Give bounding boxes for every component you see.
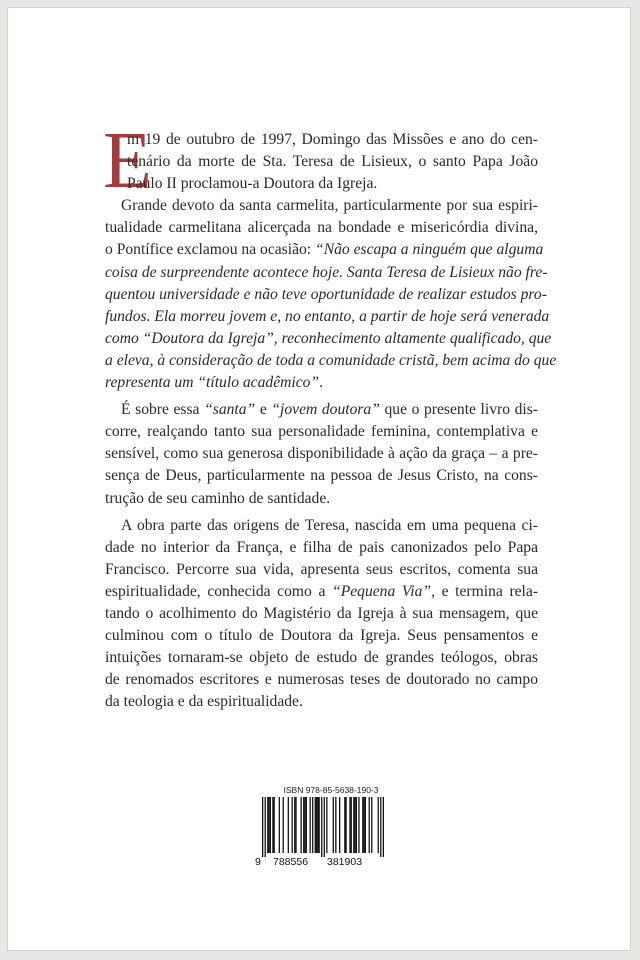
barcode-digits-right: 381903 — [327, 856, 363, 868]
text-line — [105, 372, 538, 394]
barcode-bar — [383, 797, 384, 857]
barcode-bar — [294, 797, 295, 853]
barcode-bar — [380, 797, 381, 857]
barcode-bar — [312, 797, 313, 853]
barcode-bar — [319, 797, 320, 853]
barcode-bar — [310, 797, 311, 853]
quote-span: “santa” — [204, 401, 256, 419]
text-line: de renomados escritores e numerosas teses de doutorado no campo — [105, 671, 538, 689]
barcode-bar — [335, 797, 336, 853]
barcode-bar — [321, 797, 322, 857]
text-span: que o presente livro dis- — [379, 401, 538, 419]
barcode-bar — [317, 797, 318, 853]
barcode-bar — [306, 797, 307, 853]
quote-span: “jovem doutora” — [271, 401, 380, 419]
text-line: trução de seu caminho de santidade. — [105, 489, 331, 507]
quote-span: “Não escapa a ninguém que alguma — [315, 241, 544, 259]
barcode-bar — [262, 797, 263, 857]
barcode-bar — [378, 797, 379, 853]
text-span: . — [319, 374, 324, 392]
barcode-bar — [339, 797, 340, 853]
text-span: , e termina rela- — [431, 582, 539, 600]
barcode-bar — [354, 797, 355, 853]
quote-line: a eleva, à consideração de toda a comunidade cristã, bem acima do que — [105, 351, 557, 369]
text-line: sensível, como sua generosa disponibilidade à ação da graça – a pre- — [105, 445, 538, 463]
paragraph-2 — [105, 195, 557, 394]
body-text — [103, 117, 557, 713]
isbn-label: ISBN 978-85-5638-190-3 — [283, 785, 379, 795]
text-line: culminou com o título de Doutora da Igreja. Seus pensamentos e — [105, 627, 538, 645]
paragraph-1 — [103, 117, 538, 205]
text-line — [105, 581, 538, 603]
text-span: É sobre essa — [121, 401, 205, 419]
barcode-digit-first: 9 — [255, 856, 261, 868]
barcode-bar — [333, 797, 334, 853]
barcode-bar — [324, 797, 325, 857]
paragraph-4 — [105, 515, 538, 714]
text-line: tualidade carmelitana alicerçada na bondade e misericórdia divina, — [105, 219, 538, 237]
quote-line: como “Doutora da Igreja”, reconhecimento altamente qualificado, que — [105, 329, 552, 347]
barcode-bar — [301, 797, 302, 853]
barcode-bar — [315, 797, 316, 853]
text-span: espiritualidade, conhecida como a — [105, 582, 333, 600]
quote-span: “Pequena Via” — [332, 582, 432, 600]
text-line: tando o acolhimento do Magistério da Igreja à sua mensagem, que — [105, 604, 538, 622]
paragraph-3 — [105, 399, 538, 509]
text-line — [105, 239, 544, 261]
barcode-bar — [371, 797, 372, 853]
barcode-bar — [353, 797, 354, 853]
text-line: da teologia e da espiritualidade. — [105, 693, 303, 711]
text-line: intuições tornaram-se objeto de estudo de grandes teólogos, obras — [105, 649, 538, 667]
quote-line: coisa de surpreendente acontece hoje. Santa Teresa de Lisieux não fre- — [105, 263, 548, 281]
barcode-bar — [267, 797, 268, 853]
barcode-bar — [303, 797, 304, 853]
barcode-bar — [363, 797, 364, 853]
barcode-digits-left: 788556 — [273, 856, 309, 868]
quote-span: representa um “título acadêmico” — [105, 374, 320, 392]
barcode-bar — [365, 797, 366, 853]
text-line: dade no interior da França, e filha de pais canonizados pelo Papa — [105, 538, 538, 556]
text-line: A obra parte das origens de Teresa, nascida em uma pequena ci- — [121, 516, 538, 534]
drop-cap: E — [103, 117, 152, 205]
text-line: Francisco. Percorre sua vida, apresenta seus escritos, comenta sua — [105, 560, 538, 578]
barcode-bar — [279, 797, 280, 853]
text-line — [105, 399, 538, 421]
barcode-bar — [292, 797, 293, 853]
barcode-bar — [270, 797, 271, 853]
barcode-bar — [358, 797, 359, 853]
text-line: sença de Deus, particularmente na pessoa de Jesus Cristo, na cons- — [105, 467, 538, 485]
quote-line: fundos. Ela morreu jovem e, no entanto, a partir de hoje será venerada — [105, 307, 550, 325]
text-line: Grande devoto da santa carmelita, particularmente por sua espiri- — [121, 197, 538, 215]
barcode-bar — [272, 797, 273, 853]
barcode-bar — [369, 797, 370, 853]
barcode-bar — [344, 797, 345, 853]
quote-line: quentou universidade e não teve oportunidade de realizar estudos pro- — [105, 285, 547, 303]
barcode-bar — [265, 797, 266, 857]
barcode — [262, 797, 384, 857]
barcode-bar — [349, 797, 350, 853]
text-span: o Pontífice exclamou na ocasião: — [105, 241, 316, 259]
barcode-bar — [288, 797, 289, 853]
barcode-bar — [295, 797, 296, 853]
barcode-bar — [345, 797, 346, 853]
barcode-bar — [304, 797, 305, 853]
text-line: m 19 de outubro de 1997, Domingo das Missões e ano do cen- — [127, 131, 538, 148]
barcode-bar — [351, 797, 352, 853]
barcode-bar — [268, 797, 269, 853]
barcode-bar — [316, 797, 317, 853]
text-line: corre, realçando tanto sua personalidade feminina, contemplativa e — [105, 423, 538, 441]
barcode-bar — [362, 797, 363, 853]
barcode-bar — [274, 797, 275, 853]
barcode-bar — [283, 797, 284, 853]
barcode-bar — [356, 797, 357, 853]
barcode-bar — [326, 797, 327, 853]
text-line: tenário da morte de Sta. Teresa de Lisieux, o santo Papa João — [127, 153, 538, 171]
text-line: Paulo II proclamou-a Doutora da Igreja. — [127, 175, 378, 193]
text-span: e — [255, 401, 272, 419]
